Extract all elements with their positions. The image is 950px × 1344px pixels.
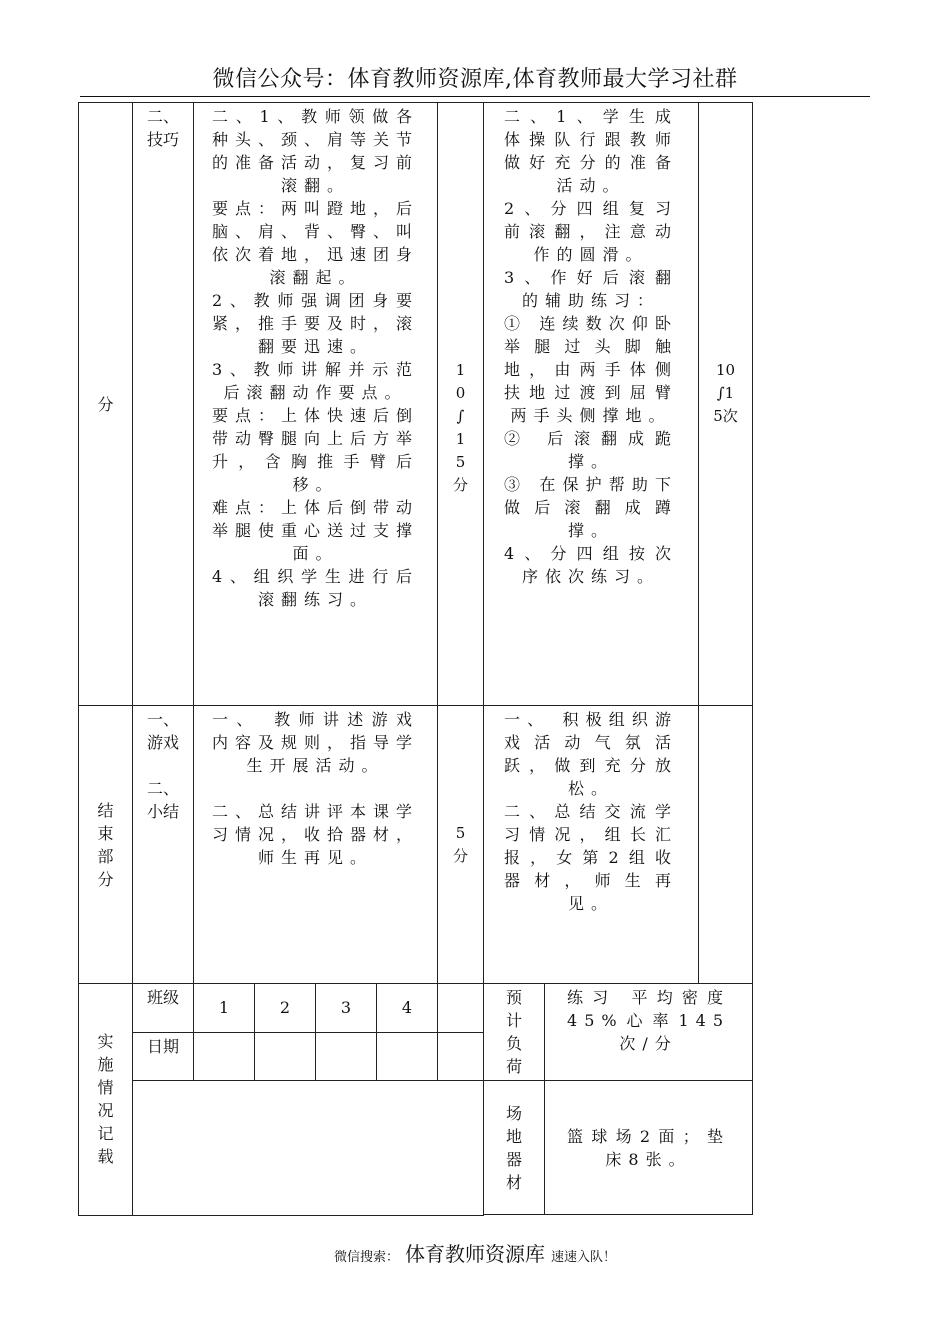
venue-value: 篮球场2面；垫床8张。 — [545, 1081, 753, 1215]
teacher-activities-basic — [194, 103, 438, 706]
student-paragraph: 4、分四组按次序依次练习。 — [504, 544, 679, 586]
teacher-paragraph: 3、教师讲解并示范后滚翻动作要点。 — [212, 360, 420, 402]
part-label-end: 结束部分 — [79, 706, 133, 984]
footer-suffix: 速速入队！ — [551, 1250, 617, 1265]
student-paragraph: 2、分四组复习前滚翻，注意动作的圆滑。 — [504, 199, 679, 264]
content-label-summary: 二、小结 — [147, 779, 180, 821]
class-number: 3 — [316, 984, 377, 1033]
implementation-notes-area — [133, 1081, 484, 1216]
load-label: 预计负荷 — [484, 984, 545, 1081]
count-end — [699, 706, 753, 984]
date-cell — [316, 1032, 377, 1081]
date-cell — [377, 1032, 438, 1081]
page-footer — [0, 1238, 950, 1267]
student-paragraph: ① 连续数次仰卧举腿过头脚触地，由两手体侧扶地过渡到屈臂两手头侧撑地。 — [504, 314, 679, 425]
student-paragraph: 二、1、学生成体操队行跟教师做好充分的准备活动。 — [504, 107, 679, 195]
class-label: 班级 — [133, 984, 194, 1033]
header-divider — [80, 96, 870, 97]
venue-label: 场地器材 — [484, 1081, 545, 1215]
implementation-class-row — [79, 984, 753, 1033]
basic-part-row — [79, 103, 753, 706]
student-paragraph: 二、总结交流学习情况，组长汇报，女第2组收器材，师生再见。 — [504, 802, 679, 913]
teacher-paragraph: 4、组织学生进行后滚翻练习。 — [212, 567, 420, 609]
student-paragraph: 3、作好后滚翻的辅助练习： — [504, 268, 679, 310]
time-end: 5分 — [438, 706, 484, 984]
implementation-label: 实施情况记载 — [79, 984, 133, 1216]
teacher-paragraph: 要点：两叫蹬地，后脑、肩、背、臀、叫依次着地，迅速团身滚翻起。 — [212, 199, 420, 287]
footer-prefix: 微信搜索： — [333, 1250, 399, 1265]
teacher-paragraph: 一、 教师讲述游戏内容及规则，指导学生开展活动。 — [212, 710, 420, 775]
student-activities-basic — [484, 103, 699, 706]
end-part-row — [79, 706, 753, 984]
content-label-basic: 二、技巧 — [133, 103, 194, 706]
teacher-paragraph: 难点：上体后倒带动举腿使重心送过支撑面。 — [212, 498, 420, 563]
teacher-paragraph: 二、1、教师领做各种头、颈、肩等关节的准备活动，复习前滚翻。 — [212, 107, 420, 195]
student-paragraph: ③ 在保护帮助下做后滚翻成蹲撑。 — [504, 475, 679, 540]
class-number: 4 — [377, 984, 438, 1033]
count-basic: 10∫15次 — [699, 103, 753, 706]
content-label-game: 一、游戏 — [147, 710, 180, 752]
date-cell — [194, 1032, 255, 1081]
class-number: 1 — [194, 984, 255, 1033]
part-label-basic: 分 — [79, 103, 133, 706]
load-value: 练习 平均密度45%心率145次/分 — [545, 984, 753, 1081]
lesson-plan-table — [78, 102, 753, 1216]
student-paragraph: ② 后滚翻成跪撑。 — [504, 429, 679, 471]
class-blank-cell — [438, 984, 484, 1033]
implementation-notes-row — [79, 1081, 753, 1215]
teacher-paragraph: 要点：上体快速后倒带动臀腿向上后方举升，含胸推手臂后移。 — [212, 406, 420, 494]
date-cell — [438, 1032, 484, 1081]
teacher-activities-end — [194, 706, 438, 984]
date-label: 日期 — [133, 1032, 194, 1081]
time-basic: 10∫15分 — [438, 103, 484, 706]
page-header-title: 微信公众号：体育教师资源库,体育教师最大学习社群 — [212, 67, 738, 92]
footer-brand: 体育教师资源库 — [405, 1242, 545, 1266]
class-number: 2 — [255, 984, 316, 1033]
filler-cell — [484, 1215, 753, 1216]
student-activities-end — [484, 706, 699, 984]
teacher-paragraph: 2、教师强调团身要紧，推手要及时，滚翻要迅速。 — [212, 291, 420, 356]
teacher-paragraph: 二、总结讲评本课学习情况，收拾器材，师生再见。 — [212, 802, 420, 867]
date-cell — [255, 1032, 316, 1081]
student-paragraph: 一、 积极组织游戏活动气氛活跃，做到充分放松。 — [504, 710, 679, 798]
content-label-end — [133, 706, 194, 984]
